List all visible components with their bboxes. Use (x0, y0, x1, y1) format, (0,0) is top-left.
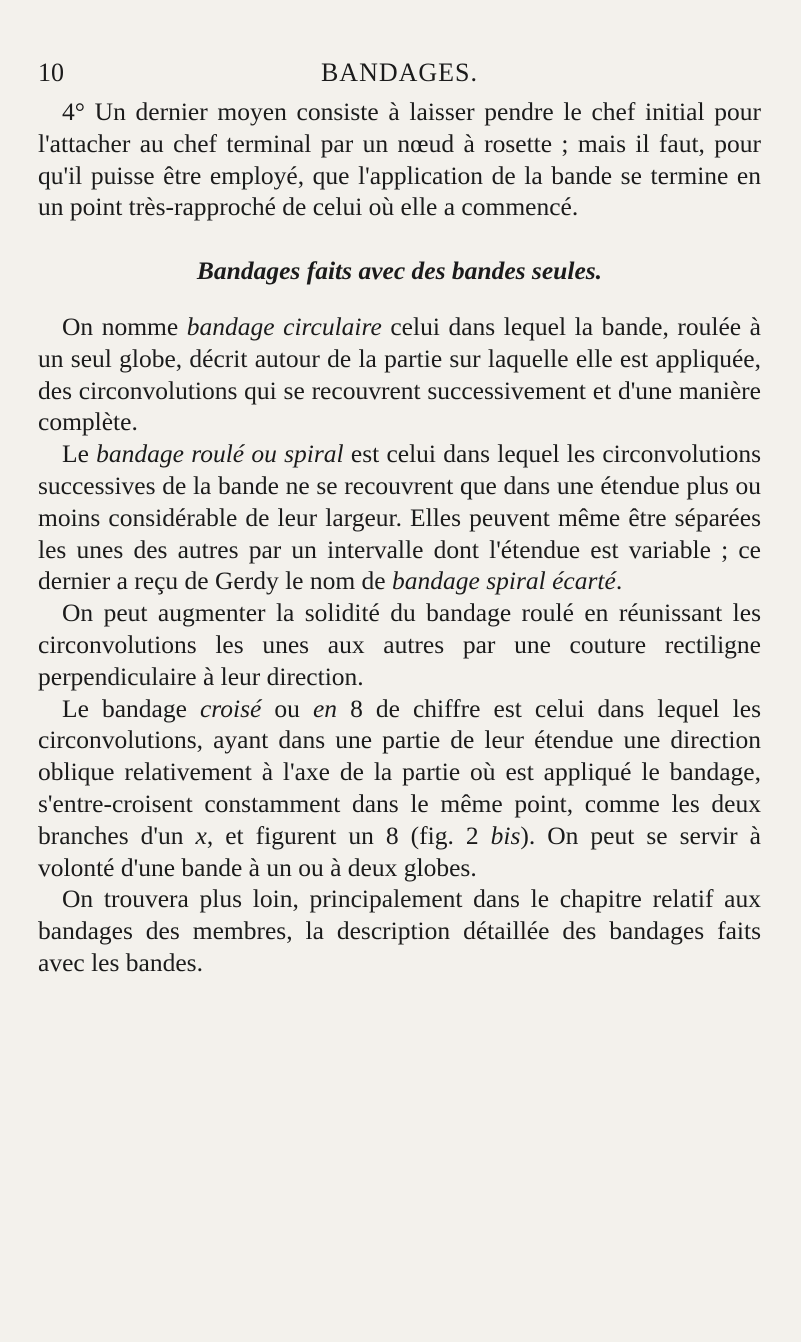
paragraph-reference: On trouvera plus loin, principalement dans le chapitre relatif aux bandages des membres, la description détaillée des bandages faits avec les bandes. (38, 884, 761, 977)
section-heading: Bandages faits avec des bandes seules. (196, 256, 603, 286)
text-run: celui dans lequel la bande, roulée à un seul globe, décrit autour de la partie sur laquelle elle est appliquée, des circonvolutions qui se recouvrent successivement et d'une manière complète. (38, 311, 761, 437)
page-header (38, 50, 761, 90)
text-run: Le bandage (62, 693, 200, 723)
text-run: est celui dans lequel les circonvolutions successives de la bande ne se recouvrent que dans une étendue plus ou moins considérable de leur largeur. Elles peuvent même être séparées les unes des autres par un intervalle dont l'étendue est variable ; ce dernier a reçu de Gerdy le nom de (38, 439, 762, 596)
text-run: On nomme (62, 311, 187, 341)
text-run: Le (62, 439, 97, 469)
term-crossed: croisé (199, 693, 262, 723)
paragraph-solidity: On peut augmenter la solidité du bandage roulé en réunissant les circonvolutions les unes aux autres par une couture rectiligne perpendiculaire à leur direction. (38, 598, 761, 691)
running-title: BANDAGES. (320, 58, 479, 87)
term-spiral-bandage: bandage roulé ou spiral (96, 439, 344, 469)
paragraph-circular-bandage (38, 311, 761, 438)
term-circular-bandage: bandage circulaire (186, 311, 382, 341)
text-run: ). On peut se servir à volonté d'une bande à un ou à deux globes. (38, 820, 761, 882)
paragraph-spiral-bandage (38, 438, 761, 597)
text-run: ou (261, 693, 313, 723)
body-text (38, 96, 761, 979)
term-bis: bis (490, 820, 521, 850)
page-number: 10 (38, 58, 64, 87)
term-en: en (312, 693, 338, 723)
paragraph-crossed-bandage (38, 693, 761, 884)
term-x: x (195, 820, 207, 850)
text-run: . (615, 566, 623, 596)
paragraph-rosette: 4° Un dernier moyen consiste à laisser pendre le chef initial pour l'attacher au chef terminal par un nœud à rosette ; mais il faut, pour qu'il puisse être employé, que l'application de la bande se termine en un point très-rapproché de celui où elle a commencé. (38, 97, 761, 222)
term-spaced-spiral: bandage spiral écarté (392, 566, 616, 596)
text-run: , et figurent un 8 (fig. 2 (206, 820, 491, 850)
text-run: 8 de chiffre est celui dans lequel les circonvolutions, ayant dans une partie de leur étendue une direction oblique relativement à l'axe de la partie où est appliqué le bandage, s'entre-croisent constamment dans le même point, comme les deux branches d'un (38, 693, 761, 850)
